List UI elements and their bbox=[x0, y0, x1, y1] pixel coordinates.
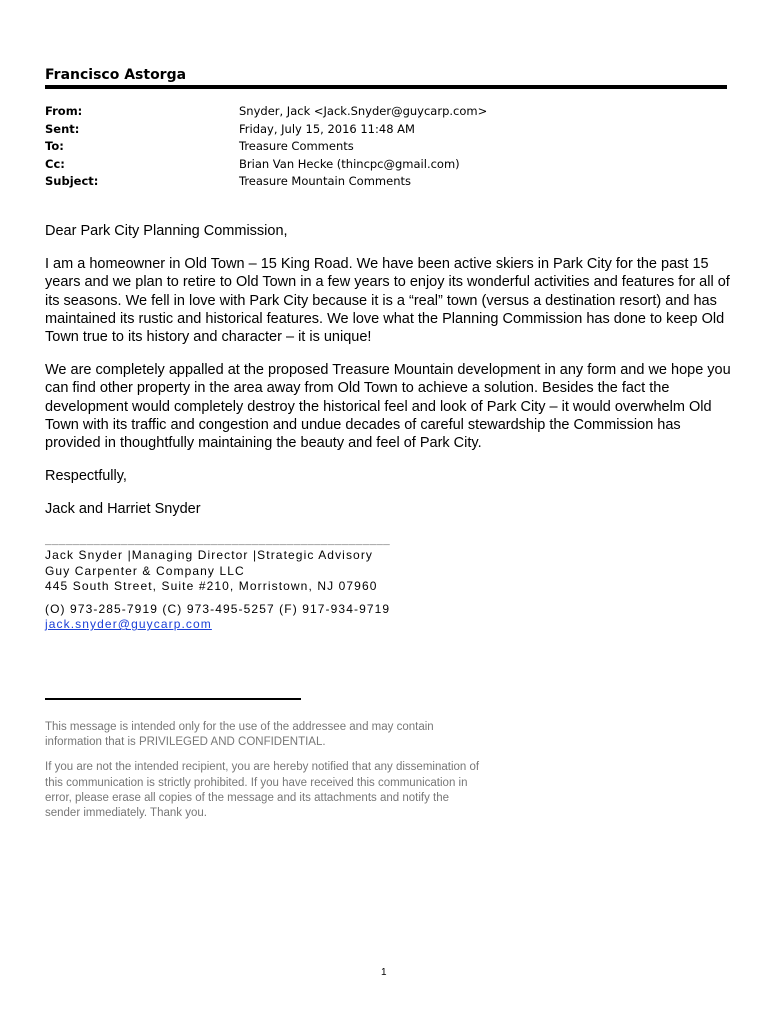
header-value-to: Treasure Comments bbox=[239, 139, 354, 153]
header-label-sent: Sent: bbox=[45, 121, 80, 136]
signature-company-line: Guy Carpenter & Company LLC bbox=[45, 563, 245, 578]
body-paragraph: We are completely appalled at the proposed Treasure Mountain development in any form and we hope you can find other property in the area away from Old Town to achieve a solution. Besides the fact the development would completely destroy the historical feel and look of Park City – it would overwhelm Old Town with its traffic and congestion and undue decades of careful stewardship the Commission has provided in thoughtfully maintaining the beauty and feel of Park City. bbox=[45, 362, 731, 452]
mailbox-owner-name: Francisco Astorga bbox=[45, 67, 187, 83]
signature-address-line: 445 South Street, Suite #210, Morristown, NJ 07960 bbox=[45, 579, 378, 593]
signature-title-line: Jack Snyder |Managing Director |Strategic Advisory bbox=[45, 548, 374, 562]
disclaimer-paragraph: This message is intended only for the use of the addressee and may contain information that is PRIVILEGED AND CONFIDENTIAL. bbox=[45, 721, 434, 749]
closing: Respectfully, bbox=[45, 468, 127, 485]
header-label-from: From: bbox=[45, 104, 83, 118]
header-value-sent: Friday, July 15, 2016 11:48 AM bbox=[239, 121, 415, 136]
page-number: 1 bbox=[381, 967, 387, 978]
body-paragraph: I am a homeowner in Old Town – 15 King Road. We have been active skiers in Park City for the past 15 years and we plan to retire to Old Town in a few years to enjoy its wonderful activities and features for all of its seasons. We fell in love with Park City because it is a “real” town (versus a destination resort) and has maintained its rustic and historical features. We love what the Planning Commission has done to keep Old Town true to its history and character – it is unique! bbox=[45, 256, 730, 346]
header-label-to: To: bbox=[45, 139, 64, 153]
signature-rule: __________________________________________________ bbox=[45, 536, 391, 548]
signature-phones-line: (O) 973-285-7919 (C) 973-495-5257 (F) 917-934-9719 bbox=[45, 601, 391, 616]
disclaimer-rule bbox=[45, 698, 301, 700]
header-value-cc: Brian Van Hecke (thincpc@gmail.com) bbox=[239, 156, 460, 171]
signature-block bbox=[45, 548, 390, 633]
disclaimer-paragraph: If you are not the intended recipient, you are hereby notified that any dissemination of this communication is strictly prohibited. If you have received this communication in error, please erase all copies of the message and its attachments and notify the sender immediately. Thank you. bbox=[45, 761, 480, 820]
header-rule bbox=[45, 85, 727, 89]
header-value-subject: Treasure Mountain Comments bbox=[239, 174, 411, 188]
greeting: Dear Park City Planning Commission, bbox=[45, 223, 288, 239]
header-label-subject: Subject: bbox=[45, 174, 99, 188]
email-body bbox=[45, 222, 735, 534]
confidentiality-disclaimer bbox=[45, 720, 485, 831]
signoff: Jack and Harriet Snyder bbox=[45, 501, 201, 518]
header-value-from: Snyder, Jack <Jack.Snyder@guycarp.com> bbox=[239, 104, 488, 118]
header-label-cc: Cc: bbox=[45, 156, 65, 171]
signature-email-link[interactable]: jack.snyder@guycarp.com bbox=[45, 617, 212, 631]
